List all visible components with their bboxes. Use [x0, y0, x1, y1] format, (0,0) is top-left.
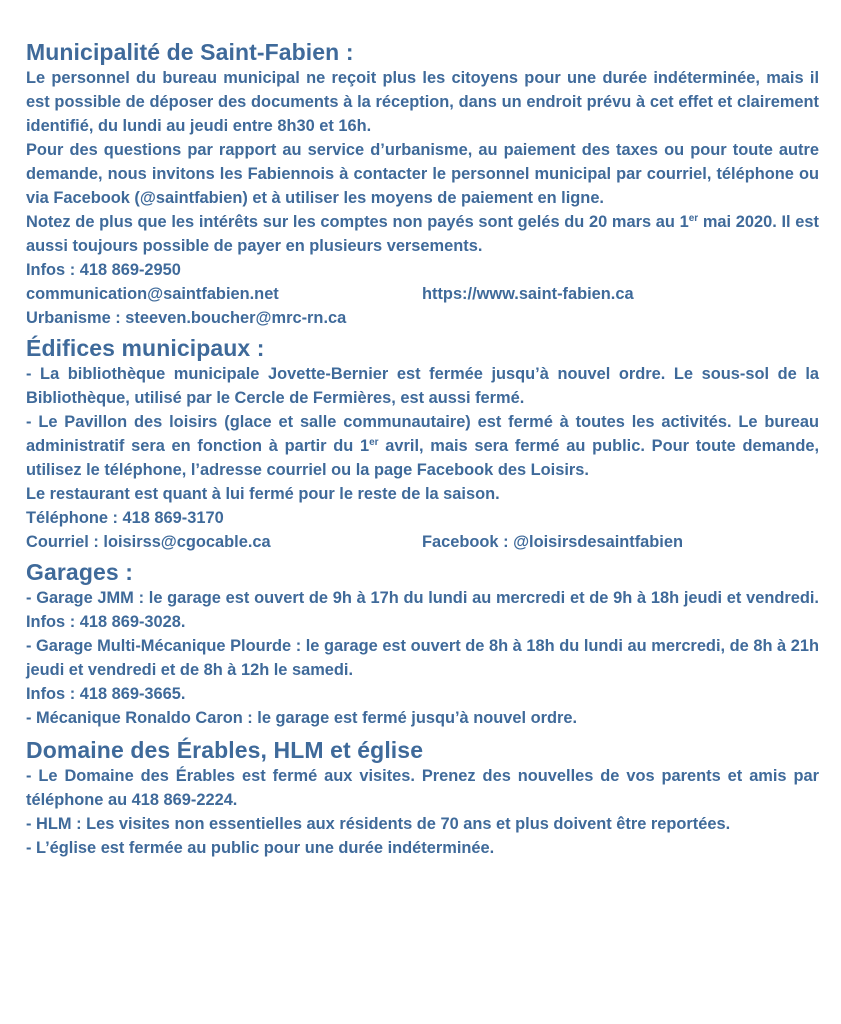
paragraph: - La bibliothèque municipale Jovette-Bernier est fermée jusqu’à nouvel ordre. Le sous-sol de la Bibliothèque, utilisé par le Cercle de Fermières, est aussi fermé. — [26, 365, 819, 407]
paragraph: Notez de plus que les intérêts sur les comptes non payés sont gelés du 20 mars au 1er mai 2020. Il est aussi toujours possible de payer en plusieurs versements. — [26, 213, 819, 255]
infos-phone: Infos : 418 869-2950 — [26, 261, 181, 279]
paragraph: - L’église est fermée au public pour une durée indéterminée. — [26, 839, 495, 857]
paragraph: - HLM : Les visites non essentielles aux résidents de 70 ans et plus doivent être reportées. — [26, 815, 731, 833]
urbanisme-contact: Urbanisme : steeven.boucher@mrc-rn.ca — [26, 309, 347, 327]
section-title-municipalite: Municipalité de Saint-Fabien : — [26, 39, 354, 65]
paragraph: - Garage JMM : le garage est ouvert de 9h à 17h du lundi au mercredi et de 9h à 18h jeudi et vendredi. Infos : 418 869-3028. — [26, 589, 819, 631]
paragraph: Le personnel du bureau municipal ne reçoit plus les citoyens pour une durée indéterminée, mais il est possible de déposer des documents à la réception, dans un endroit prévu à cet effet et clairement identifié, du lundi au jeudi entre 8h30 et 16h. — [26, 69, 819, 135]
paragraph: - Le Pavillon des loisirs (glace et salle communautaire) est fermé à toutes les activités. Le bureau administratif sera en fonction à partir du 1er avril, mais sera fermé au public. Pour toute demande, utilisez le téléphone, l’adresse courriel ou la page Facebook des Loisirs. — [26, 413, 819, 479]
website-link[interactable]: https://www.saint-fabien.ca — [422, 285, 634, 303]
contact-line — [26, 282, 819, 306]
email-link[interactable]: communication@saintfabien.net — [26, 285, 279, 303]
paragraph: Le restaurant est quant à lui fermé pour le reste de la saison. — [26, 485, 500, 503]
paragraph: - Le Domaine des Érables est fermé aux visites. Prenez des nouvelles de vos parents et amis par téléphone au 418 869-2224. — [26, 767, 819, 809]
section-garages — [26, 558, 819, 730]
courriel-link[interactable]: Courriel : loisirss@cgocable.ca — [26, 533, 271, 551]
infos-phone: Infos : 418 869-3665. — [26, 685, 186, 703]
paragraph: - Mécanique Ronaldo Caron : le garage est fermé jusqu’à nouvel ordre. — [26, 709, 578, 727]
paragraph: - Garage Multi-Mécanique Plourde : le garage est ouvert de 8h à 18h du lundi au mercredi, de 8h à 21h jeudi et vendredi et de 8h à 12h le samedi. — [26, 637, 819, 679]
section-municipalite — [26, 38, 819, 330]
section-edifices — [26, 334, 819, 554]
contact-line — [26, 530, 819, 554]
section-title-edifices: Édifices municipaux : — [26, 335, 265, 361]
section-title-garages: Garages : — [26, 559, 134, 585]
section-title-domaine: Domaine des Érables, HLM et église — [26, 737, 424, 763]
facebook-link[interactable]: Facebook : @loisirsdesaintfabien — [422, 533, 683, 551]
paragraph: Pour des questions par rapport au service d’urbanisme, au paiement des taxes ou pour toute autre demande, nous invitons les Fabiennois à contacter le personnel municipal par courriel, téléphone ou via Facebook (@saintfabien) et à utiliser les moyens de paiement en ligne. — [26, 141, 819, 207]
telephone: Téléphone : 418 869-3170 — [26, 509, 224, 527]
section-domaine — [26, 736, 819, 860]
